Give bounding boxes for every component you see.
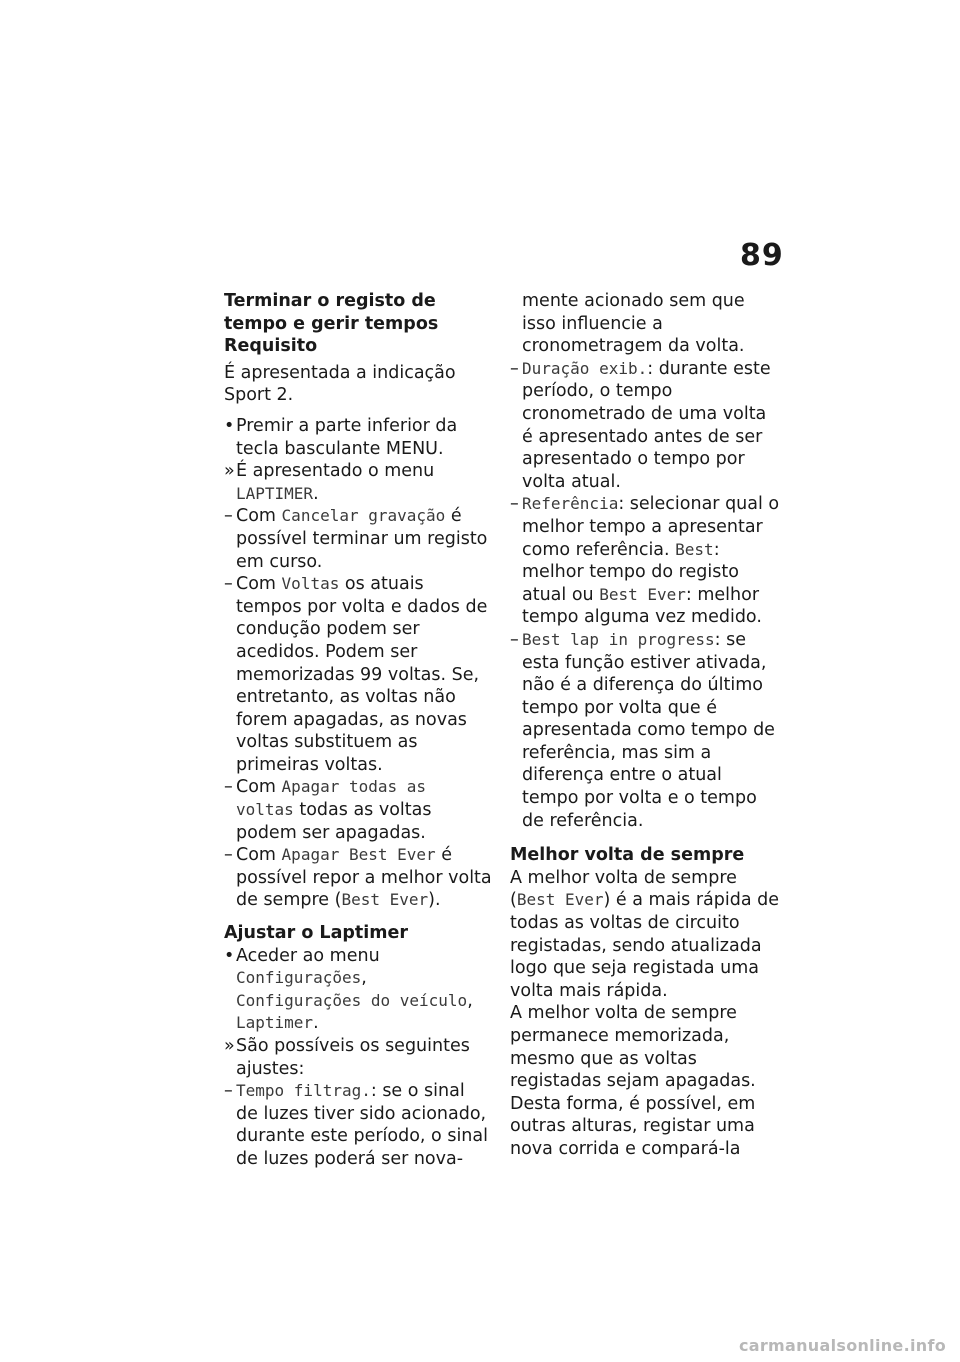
step-item bbox=[224, 945, 492, 1035]
right-column bbox=[510, 290, 782, 1161]
dash-text: é possível terminar um registo em curso. bbox=[236, 506, 488, 572]
dash-text: todas as voltas podem ser apagadas. bbox=[236, 800, 432, 843]
bullet-marker: • bbox=[224, 415, 235, 436]
dash-text: : se o sinal de luzes tiver sido acionado, durante este período, o sinal de luzes poderá ser nova- bbox=[236, 1081, 488, 1169]
menu-code: Apagar todas as voltas bbox=[236, 777, 427, 820]
dash-text: Com bbox=[236, 506, 282, 527]
menu-code: Cancelar gravação bbox=[281, 506, 446, 526]
result-item bbox=[224, 460, 492, 505]
menu-code: Apagar Best Ever bbox=[281, 845, 436, 865]
menu-code: Best lap in progress bbox=[522, 629, 715, 649]
menu-code: Best bbox=[675, 539, 714, 559]
step-item bbox=[224, 415, 492, 460]
separator: , bbox=[361, 968, 367, 989]
menu-code: Best Ever bbox=[599, 584, 686, 604]
dash-marker: – bbox=[224, 777, 233, 798]
menu-code: LAPTIMER bbox=[236, 483, 314, 503]
dash-item bbox=[224, 573, 492, 776]
watermark-footer: carmanualsonline.info bbox=[738, 1336, 946, 1355]
result-text: É apresentado o menu bbox=[236, 461, 435, 482]
dash-text: Com bbox=[236, 777, 282, 798]
menu-code: Best Ever bbox=[516, 890, 604, 910]
paragraph-text: ) é a mais rápida de todas as voltas de circuito registadas, sendo atualizada logo que seja registada uma volta mais rápida. bbox=[510, 890, 780, 1001]
result-item bbox=[224, 1035, 492, 1080]
dash-marker: – bbox=[510, 358, 519, 379]
dash-text: Com bbox=[236, 845, 282, 866]
continued-text: mente acionado sem que isso influencie a cronometragem da volta. bbox=[522, 291, 745, 357]
dash-text: Com bbox=[236, 574, 282, 595]
dash-text: ). bbox=[428, 890, 441, 911]
menu-code: Tempo filtrag. bbox=[236, 1081, 371, 1101]
dash-marker: – bbox=[224, 1081, 233, 1102]
section-heading: Melhor volta de sempre bbox=[510, 845, 745, 866]
dash-item bbox=[510, 493, 782, 629]
step-text: Aceder ao menu bbox=[236, 945, 380, 966]
dash-marker: – bbox=[224, 574, 233, 595]
separator: , bbox=[467, 990, 473, 1011]
dash-item bbox=[224, 776, 492, 844]
menu-code: Laptimer bbox=[236, 1013, 314, 1033]
result-marker: » bbox=[224, 461, 235, 482]
page-number: 89 bbox=[740, 238, 784, 273]
result-marker: » bbox=[224, 1036, 235, 1056]
paragraph-text: A melhor volta de sempre ( bbox=[510, 867, 737, 911]
dash-item bbox=[224, 1080, 492, 1170]
dash-text: : se esta função estiver ativada, não é a diferença do último tempo por volta que é apresentada como tempo de referência, mas sim a diferença entre o atual tempo por volta e o tempo de referência. bbox=[522, 629, 775, 831]
section-title: Terminar o registo de tempo e gerir tempos bbox=[224, 291, 439, 334]
dash-item bbox=[224, 844, 492, 912]
menu-code: Configurações bbox=[236, 968, 362, 988]
step-text: Premir a parte inferior da tecla basculante MENU. bbox=[236, 415, 458, 459]
dash-text: : melhor tempo do registo atual ou bbox=[522, 539, 739, 605]
result-text: São possíveis os seguintes ajustes: bbox=[236, 1036, 470, 1079]
dash-item bbox=[510, 358, 782, 494]
dash-marker: – bbox=[510, 494, 519, 515]
requirement-text: É apresentada a indicação Sport 2. bbox=[224, 362, 456, 406]
dash-text: os atuais tempos por volta e dados de condução podem ser acedidos. Podem ser memorizadas 99 voltas. Se, entretanto, as voltas não forem apagadas, as novas voltas substituem as primeiras voltas. bbox=[236, 574, 488, 775]
left-column bbox=[224, 290, 492, 1171]
bullet-marker: • bbox=[224, 945, 235, 966]
menu-code: Referência bbox=[522, 494, 619, 514]
menu-code: Voltas bbox=[281, 574, 340, 594]
menu-code: Duração exib. bbox=[522, 358, 648, 378]
paragraph: A melhor volta de sempre permanece memorizada, mesmo que as voltas registadas sejam apagadas. Desta forma, é possível, em outras alturas, registar uma nova corrida e compará-la bbox=[510, 1003, 756, 1159]
menu-code: Configurações do veículo bbox=[236, 990, 468, 1010]
paragraph bbox=[510, 867, 782, 1003]
requirement-heading: Requisito bbox=[224, 336, 318, 357]
section-heading: Ajustar o Laptimer bbox=[224, 923, 409, 944]
step-text-end: . bbox=[313, 1013, 319, 1034]
dash-text: : durante este período, o tempo cronometrado de uma volta é apresentado antes de ser apresentado o tempo por volta atual. bbox=[522, 358, 771, 492]
menu-code: Best Ever bbox=[341, 890, 429, 910]
dash-marker: – bbox=[224, 506, 233, 527]
dash-item bbox=[224, 505, 492, 573]
dash-text: : melhor tempo alguma vez medido. bbox=[522, 584, 762, 628]
dash-marker: – bbox=[510, 629, 519, 650]
dash-text: : selecionar qual o melhor tempo a apresentar como referência. bbox=[522, 494, 780, 560]
result-text-end: . bbox=[313, 483, 319, 504]
dash-item bbox=[510, 629, 782, 832]
dash-marker: – bbox=[224, 845, 233, 866]
dash-text: é possível repor a melhor volta de sempre ( bbox=[236, 845, 492, 911]
